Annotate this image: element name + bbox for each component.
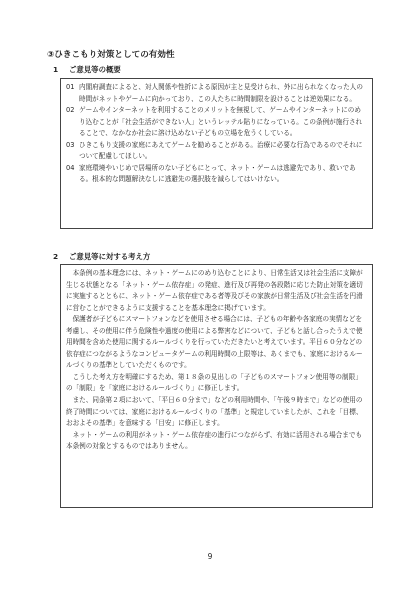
page-number: 9 bbox=[207, 552, 213, 561]
views-paragraph: また、同条第２項において、「平日６０分まで」などの利用時間や、「午後９時まで」などの使用の終了時間については、家庭におけるルールづくりの「基準」と規定していましたが、これを「目標、おおよその基準」を意味する「目安」に修正します。 bbox=[66, 396, 363, 428]
opinion-item-text: ゲームやインターネットを利用することのメリットを無視して、ゲームやインターネットにのめり込むことが「社会生活ができない人」というレッテル貼りになっている。この条例が施行されることで、なかなか社会に溶け込めない子どもの立場を危うくしている。 bbox=[79, 106, 363, 138]
opinion-item bbox=[66, 163, 367, 186]
opinion-item-text: ひきこもり支援の家庭にあえてゲームを勧めることがある。治療に必要な行為であるのでそれについて配慮してほしい。 bbox=[79, 140, 363, 161]
views-paragraph: 保護者が子どもにスマートフォンなどを使用させる場合には、子どもの年齢や各家庭の実情などを考慮し、その使用に伴う危険性や過度の使用による弊害などについて、子どもと話し合ったうえで使用時間を含めた使用に関するルールづくりを行っていただきたいと考えています。平日６０分などの依存症につながるようなコンピュータゲームの利用時間の上限等は、あくまでも、家庭におけるルールづくりの基準としていただくものです。 bbox=[66, 315, 363, 370]
opinion-item bbox=[66, 140, 367, 163]
opinion-item bbox=[66, 82, 367, 105]
opinion-item bbox=[66, 105, 367, 140]
opinions-summary-label: ご意見等の概要 bbox=[69, 65, 121, 74]
views-paragraph: 本条例の基本理念には、ネット・ゲームにのめり込むことにより、日常生活又は社会生活に支障が生じる状態となる「ネット・ゲーム依存症」の発症、進行及び再発の各段階に応じた防止対策を適切に実施するとともに、ネット・ゲーム依存症である者等及びその家族が日常生活及び社会生活を円滑に営むことができるように支援することを基本理念に掲げています。 bbox=[66, 269, 363, 312]
views-number: 2 bbox=[53, 252, 59, 261]
opinion-item-text: 家庭環境やいじめで居場所のない子どもにとって、ネット・ゲームは逃避先であり、救いである。根本的な問題解決なしに逃避先の選択肢を減らしてはいけない。 bbox=[79, 163, 356, 184]
opinion-item-label: 01 bbox=[66, 83, 75, 91]
opinion-item-text: 内閣府調査によると、対人関係や性折による原因が主と見受けられ、外に出られなくなった人の時間がネットやゲームに向かっており、この人たちに時間制限を設けることは逆効果になる。 bbox=[79, 83, 363, 103]
section-title: ③ひきこもり対策としての有効性 bbox=[47, 50, 175, 60]
views-paragraph: こうした考え方を明確にするため、第１８条の見出しの「子どものスマートフォン使用等の制限」の「制限」を「家庭におけるルールづくり」に修正します。 bbox=[66, 372, 362, 393]
opinion-item-label: 03 bbox=[66, 140, 75, 149]
views-heading bbox=[53, 251, 150, 262]
views-label: ご意見等に対する考え方 bbox=[69, 252, 151, 261]
opinion-item-label: 02 bbox=[66, 106, 75, 115]
opinions-summary-number: 1 bbox=[53, 65, 59, 74]
opinions-summary-box bbox=[60, 78, 373, 229]
views-paragraph: ネット・ゲームの利用がネット・ゲーム依存症の進行につながらず、有効に活用される場合までも本条例の対象とするものではありません。 bbox=[66, 430, 363, 451]
opinions-summary-heading bbox=[53, 64, 121, 75]
views-box bbox=[60, 264, 373, 508]
opinion-item-label: 04 bbox=[66, 163, 75, 172]
